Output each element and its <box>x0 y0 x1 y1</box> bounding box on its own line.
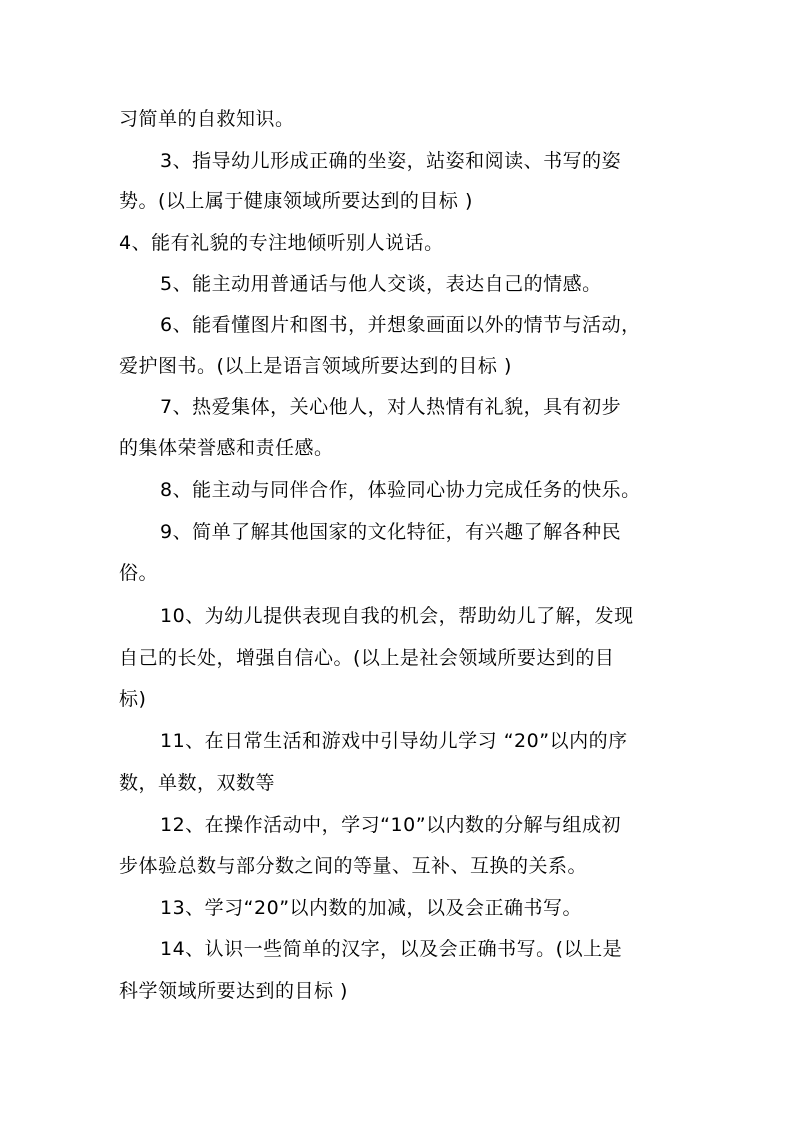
text-line: 7、热爱集体，关心他人，对人热情有礼貌，具有初步 <box>160 396 622 418</box>
text-line: 俗。 <box>119 562 159 584</box>
text-line: 科学领域所要达到的目标 ) <box>119 980 348 1002</box>
text-line: 标) <box>119 688 147 710</box>
text-line: 3、指导幼儿形成正确的坐姿，站姿和阅读、书写的姿 <box>160 150 622 172</box>
text-line: 4、能有礼貌的专注地倾听别人说话。 <box>119 232 444 254</box>
text-line: 势。(以上属于健康领域所要达到的目标 ) <box>119 190 473 212</box>
text-line: 10、为幼儿提供表现自我的机会，帮助幼儿了解，发现 <box>160 605 634 627</box>
text-line: 13、学习“20”以内数的加减，以及会正确书写。 <box>160 897 583 919</box>
text-line: 11、在日常生活和游戏中引导幼儿学习 “20”以内的序 <box>160 730 628 752</box>
text-line: 9、简单了解其他国家的文化特征，有兴趣了解各种民 <box>160 521 622 543</box>
text-line: 自己的长处，增强自信心。(以上是社会领域所要达到的目 <box>119 647 615 669</box>
text-line: 12、在操作活动中，学习“10”以内数的分解与组成初 <box>160 814 622 836</box>
text-line: 数，单数，双数等 <box>119 772 276 794</box>
text-line: 8、能主动与同伴合作，体验同心协力完成任务的快乐。 <box>160 479 641 501</box>
text-line: 习简单的自救知识。 <box>119 108 295 130</box>
text-line: 14、认识一些简单的汉字，以及会正确书写。(以上是 <box>160 938 623 960</box>
text-line: 爱护图书。(以上是语言领域所要达到的目标 ) <box>119 355 512 377</box>
text-line: 6、能看懂图片和图书，并想象画面以外的情节与活动， <box>160 314 641 336</box>
text-line: 的集体荣誉感和责任感。 <box>119 437 334 459</box>
text-line: 5、能主动用普通话与他人交谈，表达自己的情感。 <box>160 273 602 295</box>
text-line: 步体验总数与部分数之间的等量、互补、互换的关系。 <box>119 855 588 877</box>
